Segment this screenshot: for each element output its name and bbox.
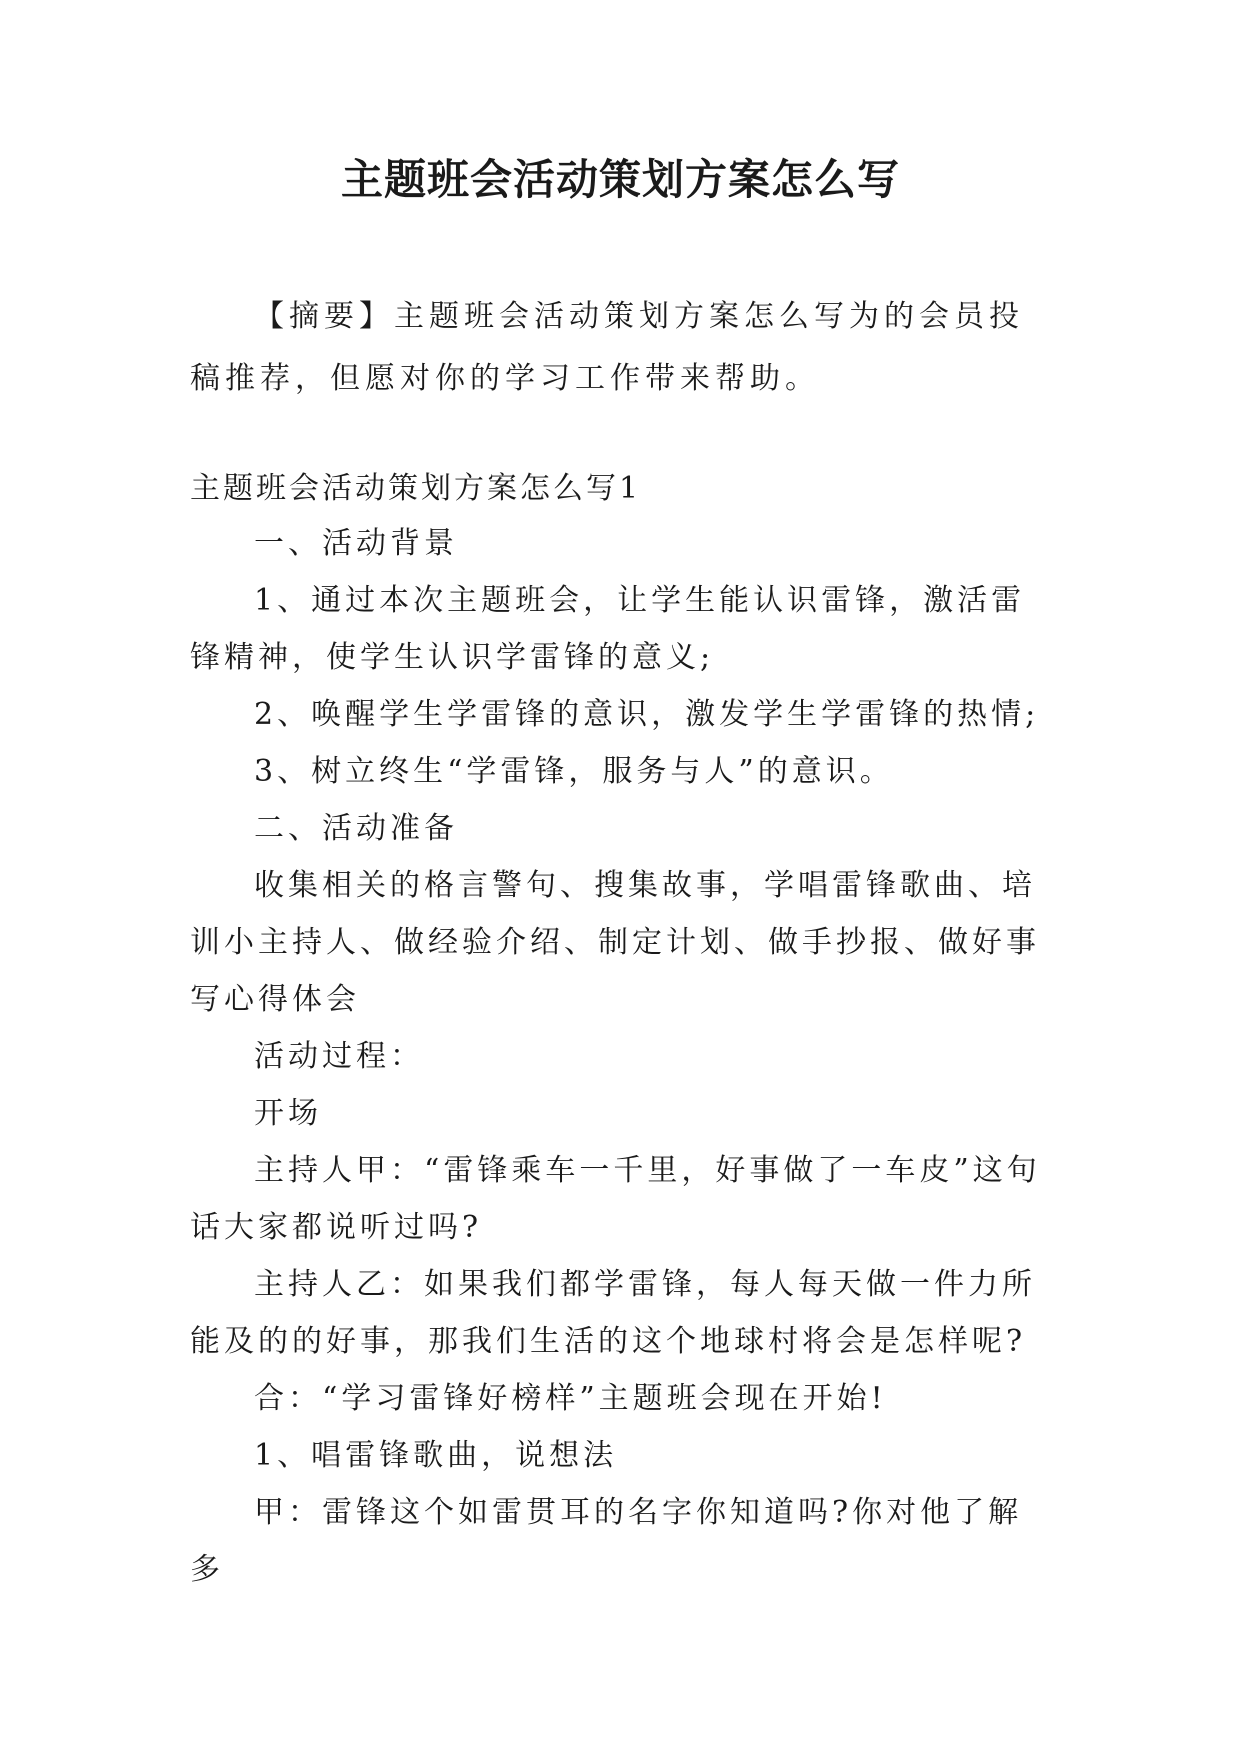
paragraph: 主持人乙：如果我们都学雷锋，每人每天做一件力所能及的的好事，那我们生活的这个地球村将会是怎样呢? <box>190 1267 1036 1359</box>
document-body <box>190 515 1050 1598</box>
paragraph: 主持人甲：“雷锋乘车一千里，好事做了一车皮”这句话大家都说听过吗? <box>190 1153 1041 1245</box>
paragraph: 2、唤醒学生学雷锋的意识，激发学生学雷锋的热情; <box>254 697 1040 732</box>
paragraph: 开场 <box>254 1096 322 1131</box>
paragraph: 3、树立终生“学雷锋，服务与人”的意识。 <box>254 754 894 789</box>
paragraph: 1、唱雷锋歌曲，说想法 <box>254 1438 618 1473</box>
abstract-paragraph: 【摘要】主题班会活动策划方案怎么写为的会员投稿推荐，但愿对你的学习工作带来帮助。 <box>190 299 1024 396</box>
paragraph: 二、活动准备 <box>254 811 458 846</box>
paragraph: 一、活动背景 <box>254 526 458 561</box>
paragraph: 收集相关的格言警句、搜集故事，学唱雷锋歌曲、培训小主持人、做经验介绍、制定计划、做手抄报、做好事写心得体会 <box>190 868 1040 1017</box>
document-title: 主题班会活动策划方案怎么写 <box>340 155 900 204</box>
paragraph: 活动过程： <box>254 1039 424 1074</box>
paragraph: 甲：雷锋这个如雷贯耳的名字你知道吗?你对他了解多 <box>190 1495 1023 1587</box>
paragraph: 合：“学习雷锋好榜样”主题班会现在开始! <box>254 1381 887 1416</box>
section-heading: 主题班会活动策划方案怎么写1 <box>190 471 642 506</box>
paragraph: 1、通过本次主题班会，让学生能认识雷锋，激活雷锋精神，使学生认识学雷锋的意义; <box>190 583 1026 675</box>
